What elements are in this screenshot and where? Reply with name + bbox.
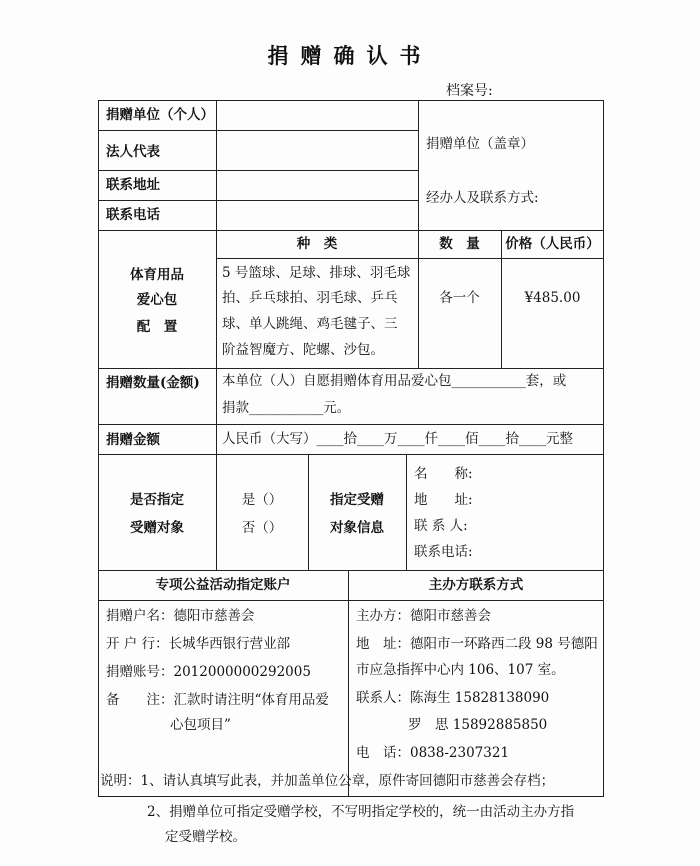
confirmation-form-table — [98, 100, 604, 797]
account-bank: 开 户 行：长城华西银行营业部 — [106, 636, 291, 652]
goods-row-label: 配 置 — [136, 319, 178, 335]
organizer-address: 地 址：德阳市一环路西二段 98 号德阳 — [356, 636, 598, 652]
designate-yes-checkbox[interactable]: 是（） — [241, 492, 283, 508]
organizer-host: 主办方：德阳市慈善会 — [356, 608, 491, 624]
note-line: 定受赠学校。 — [165, 829, 246, 845]
designate-label: 受赠对象 — [130, 520, 184, 536]
donation-amount-text[interactable]: 人民币（大写）____拾____万____仟____佰____拾____元整 — [222, 431, 573, 447]
goods-row-label: 爱心包 — [136, 292, 178, 308]
recipient-contact-field[interactable]: 联 系 人: — [414, 518, 468, 534]
seal-label: 捐赠单位（盖章） — [426, 136, 534, 152]
goods-description: 拍、乒乓球拍、羽毛球、乒乓 — [222, 290, 398, 306]
recipient-name-field[interactable]: 名 称: — [414, 466, 473, 482]
goods-description: 5 号篮球、足球、排球、羽毛球 — [222, 265, 411, 281]
page-title: 捐赠确认书 — [267, 43, 433, 68]
organizer-phone: 电 话：0838-2307321 — [356, 745, 510, 761]
designate-label: 是否指定 — [130, 492, 184, 508]
note-line: 说明：1、请认真填写此表，并加盖单位公章，原件寄回德阳市慈善会存档； — [100, 773, 555, 789]
address-field[interactable] — [217, 171, 417, 200]
account-note: 备 注：汇款时请注明“体育用品爱 — [106, 692, 329, 708]
phone-label: 联系电话 — [106, 207, 160, 223]
donation-quantity-label: 捐赠数量(金额) — [106, 375, 200, 391]
goods-price: ¥485.00 — [524, 290, 581, 306]
goods-quantity: 各一个 — [439, 290, 480, 306]
phone-field[interactable] — [217, 201, 417, 230]
donor-unit-field[interactable] — [217, 101, 417, 130]
account-name: 捐赠户名：德阳市慈善会 — [106, 608, 255, 624]
goods-header-kind: 种 类 — [296, 236, 338, 252]
account-note: 心包项目” — [170, 717, 231, 733]
donor-unit-label: 捐赠单位（个人） — [106, 107, 214, 123]
goods-description: 阶益智魔方、陀螺、沙包。 — [222, 342, 384, 358]
goods-description: 球、单人跳绳、鸡毛毽子、三 — [222, 316, 398, 332]
donation-amount-label: 捐赠金额 — [106, 432, 160, 448]
goods-header-qty: 数 量 — [439, 236, 480, 252]
organizer-contact: 罗 思 15892885850 — [408, 717, 548, 733]
account-number: 捐赠账号：2012000000292005 — [106, 664, 311, 680]
recipient-address-field[interactable]: 地 址: — [414, 492, 473, 508]
organizer-address: 市应急指挥中心内 106、107 室。 — [356, 662, 565, 678]
address-label: 联系地址 — [106, 177, 160, 193]
note-line: 2、捐赠单位可指定受赠学校，不写明指定学校的，统一由活动主办方指 — [147, 804, 575, 820]
archive-number-label: 档案号: — [446, 83, 493, 99]
account-section-header: 专项公益活动指定账户 — [155, 577, 291, 593]
donation-quantity-text[interactable]: 捐款___________元。 — [222, 400, 351, 416]
goods-header-price: 价格（人民币） — [505, 236, 600, 252]
recipient-phone-field[interactable]: 联系电话: — [414, 544, 473, 560]
legal-rep-label: 法人代表 — [106, 144, 160, 160]
donation-quantity-text[interactable]: 本单位（人）自愿捐赠体育用品爱心包___________套，或 — [222, 373, 567, 389]
goods-row-label: 体育用品 — [130, 267, 184, 283]
designate-info-label: 对象信息 — [330, 520, 384, 536]
designate-info-label: 指定受赠 — [330, 492, 384, 508]
organizer-contact: 联系人：陈海生 15828138090 — [356, 690, 550, 706]
organizer-section-header: 主办方联系方式 — [428, 577, 524, 593]
handler-label: 经办人及联系方式: — [426, 190, 539, 206]
designate-no-checkbox[interactable]: 否（） — [241, 520, 283, 536]
legal-rep-field[interactable] — [217, 131, 417, 170]
